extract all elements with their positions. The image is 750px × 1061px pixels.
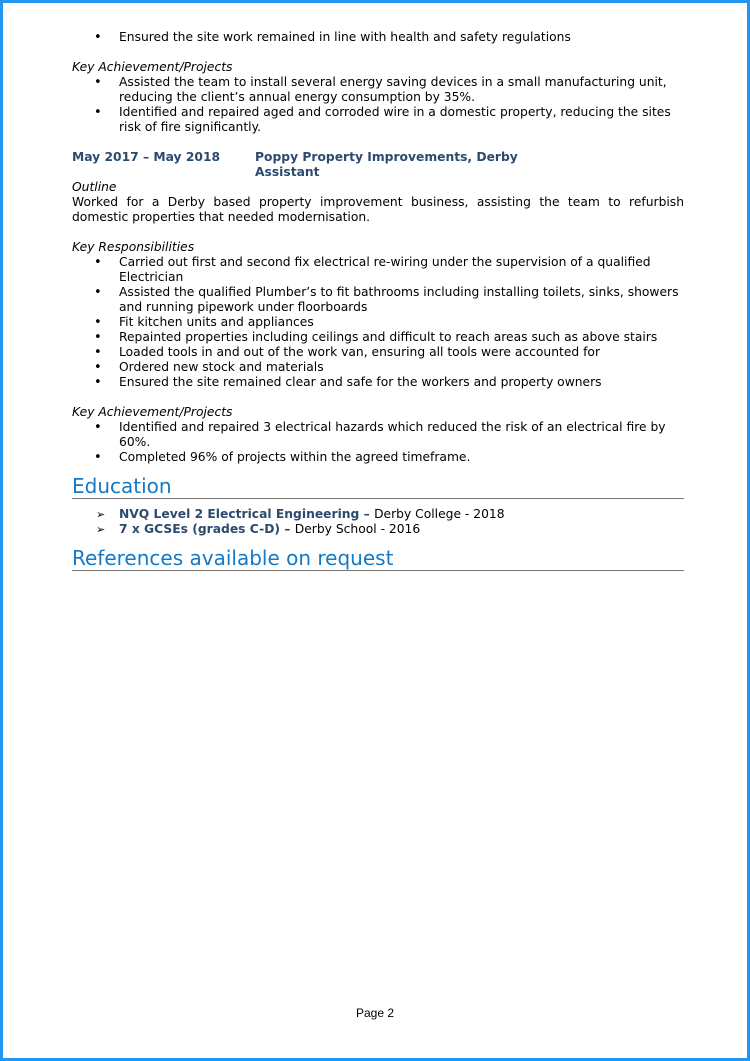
- qualification: NVQ Level 2 Electrical Engineering: [119, 507, 360, 521]
- separator: –: [359, 507, 375, 521]
- arrow-bullet-icon: ➢: [96, 523, 106, 536]
- role-company: Poppy Property Improvements, Derby: [255, 150, 518, 164]
- role-title: Assistant: [255, 165, 320, 179]
- arrow-bullet-icon: ➢: [96, 508, 106, 521]
- outline-text: Worked for a Derby based property improvement business, assisting the team to refurbish domestic properties that needed modernisation.: [72, 195, 684, 224]
- list-item: • Assisted the qualified Plumber’s to fit bathrooms including installing toilets, sinks, showers and running pipework under floorboards: [72, 285, 684, 315]
- qualification: 7 x GCSEs (grades C-D): [119, 522, 281, 536]
- education-item: [72, 522, 684, 537]
- education-list: [72, 507, 684, 537]
- role-achievements-heading: Key Achievement/Projects: [72, 405, 233, 419]
- page-number: Page 2: [355, 1006, 395, 1020]
- institution: Derby College - 2018: [374, 507, 505, 521]
- role-header: [72, 150, 684, 180]
- list-item: • Identified and repaired aged and corroded wire in a domestic property, reducing the sites risk of fire significantly.: [72, 105, 684, 135]
- list-item: • Identified and repaired 3 electrical hazards which reduced the risk of an electrical fire by 60%.: [72, 420, 684, 450]
- list-item: • Fit kitchen units and appliances: [72, 315, 684, 330]
- list-item: • Loaded tools in and out of the work van, ensuring all tools were accounted for: [72, 345, 684, 360]
- separator: –: [280, 522, 295, 536]
- list-item: • Repainted properties including ceilings and difficult to reach areas such as above stairs: [72, 330, 684, 345]
- list-item: • Ensured the site work remained in line with health and safety regulations: [72, 30, 684, 45]
- list-item: • Carried out first and second fix electrical re-wiring under the supervision of a qualified Electrician: [72, 255, 684, 285]
- responsibilities-list: [72, 255, 684, 390]
- achievements-heading: Key Achievement/Projects: [72, 60, 233, 74]
- references-title: References available on request: [72, 546, 684, 571]
- institution: Derby School - 2016: [294, 522, 421, 536]
- outline-heading: Outline: [72, 180, 117, 194]
- education-title: Education: [72, 474, 684, 499]
- list-item: • Ensured the site remained clear and safe for the workers and property owners: [72, 375, 684, 390]
- responsibilities-heading: Key Responsibilities: [72, 240, 195, 254]
- education-item: [72, 507, 684, 522]
- list-item: • Ordered new stock and materials: [72, 360, 684, 375]
- list-item: • Completed 96% of projects within the agreed timeframe.: [72, 450, 684, 465]
- previous-role-responsibilities: [72, 30, 684, 45]
- list-item: • Assisted the team to install several energy saving devices in a small manufacturing unit, reducing the client’s annual energy consumption by 35%.: [72, 75, 684, 105]
- achievements-list: [72, 75, 684, 135]
- role-dates: May 2017 – May 2018: [72, 150, 221, 164]
- page-content: [72, 3, 684, 571]
- role-achievements-list: [72, 420, 684, 465]
